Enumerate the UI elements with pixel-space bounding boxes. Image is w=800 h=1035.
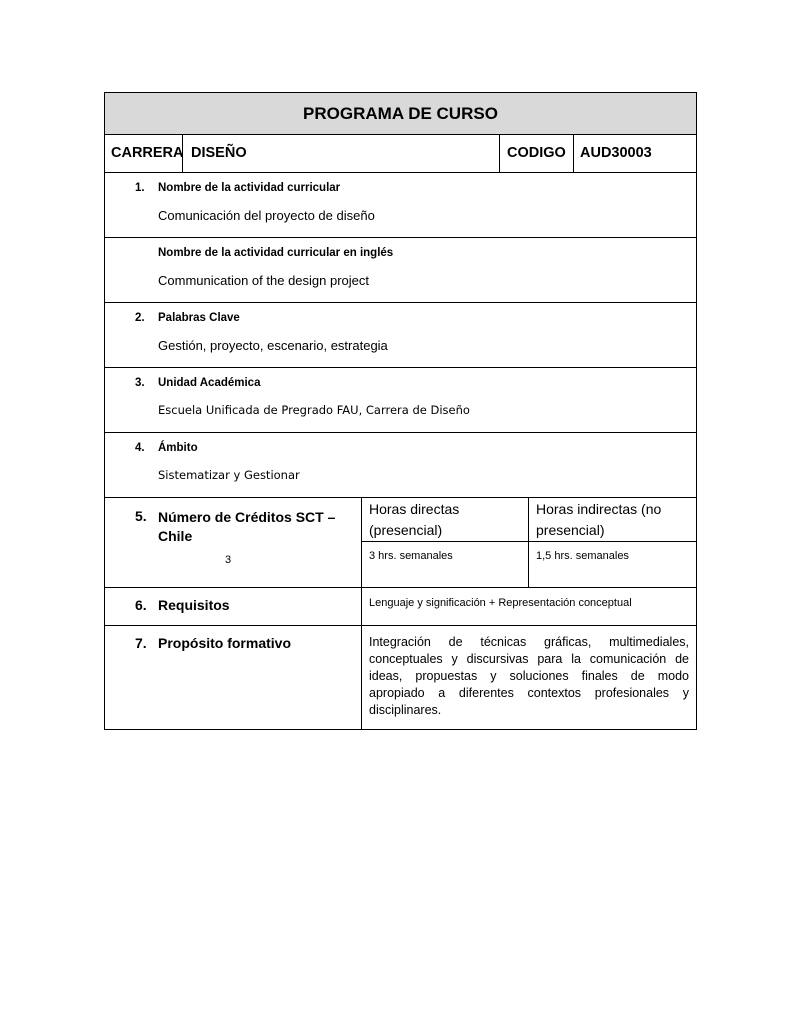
codigo-value: AUD30003 — [580, 145, 652, 161]
carrera-row — [104, 135, 697, 173]
section-number: 6. — [135, 597, 147, 613]
section-number: 3. — [135, 377, 145, 389]
section-nombre-ingles — [104, 238, 697, 303]
section-label: Nombre de la actividad curricular — [158, 182, 341, 194]
direct-hours-head: Horas directas (presencial) — [362, 498, 528, 542]
section-unidad-academica — [104, 368, 697, 433]
proposito-label: Propósito formativo — [158, 635, 292, 651]
title-row — [104, 92, 697, 135]
indirect-hours-cell — [529, 498, 696, 587]
page-title: PROGRAMA DE CURSO — [303, 104, 498, 123]
direct-hours-value: 3 hrs. semanales — [369, 550, 453, 562]
direct-hours-cell — [362, 498, 529, 587]
section-value: Escuela Unificada de Pregrado FAU, Carrera de Diseño — [158, 403, 470, 417]
indirect-hours-value: 1,5 hrs. semanales — [536, 550, 629, 562]
section-ambito — [104, 433, 697, 498]
section-label: Nombre de la actividad curricular en inglés — [158, 247, 394, 259]
section-nombre — [104, 173, 697, 238]
section-number: 5. — [135, 508, 147, 524]
indirect-hours-head: Horas indirectas (no presencial) — [529, 498, 696, 542]
carrera-label-cell — [105, 135, 183, 172]
credits-label: Número de Créditos SCT – Chile — [158, 509, 336, 544]
proposito-value: Integración de técnicas gráficas, multimediales, conceptuales y discursivas para la comunicación de ideas, propuestas y soluciones finales de modo apropiado a diferentes contextos profesionales y disciplinares. — [369, 635, 689, 717]
codigo-label-cell — [500, 135, 574, 172]
requisitos-row — [104, 588, 697, 626]
section-value: Comunicación del proyecto de diseño — [158, 208, 375, 223]
section-label: Palabras Clave — [158, 312, 240, 324]
carrera-value-cell — [183, 135, 500, 172]
section-number: 7. — [135, 635, 147, 651]
codigo-label: CODIGO — [507, 145, 566, 161]
course-program-table — [104, 92, 697, 730]
section-value: Sistematizar y Gestionar — [158, 468, 300, 482]
proposito-label-cell — [105, 626, 362, 729]
section-number: 4. — [135, 442, 145, 454]
section-value: Communication of the design project — [158, 273, 370, 288]
section-number: 1. — [135, 182, 145, 194]
section-label: Ámbito — [158, 442, 198, 454]
credits-value: 3 — [225, 554, 232, 566]
section-number: 2. — [135, 312, 145, 324]
carrera-value: DISEÑO — [191, 145, 247, 161]
credits-label-cell — [105, 498, 362, 587]
requisitos-label: Requisitos — [158, 597, 230, 613]
requisitos-value: Lenguaje y significación + Representación conceptual — [369, 597, 632, 609]
codigo-value-cell — [574, 135, 696, 172]
section-palabras-clave — [104, 303, 697, 368]
section-label: Unidad Académica — [158, 377, 261, 389]
carrera-label: CARRERA — [111, 145, 184, 161]
credits-row — [104, 498, 697, 588]
proposito-row — [104, 626, 697, 730]
section-value: Gestión, proyecto, escenario, estrategia — [158, 338, 388, 353]
requisitos-label-cell — [105, 588, 362, 625]
